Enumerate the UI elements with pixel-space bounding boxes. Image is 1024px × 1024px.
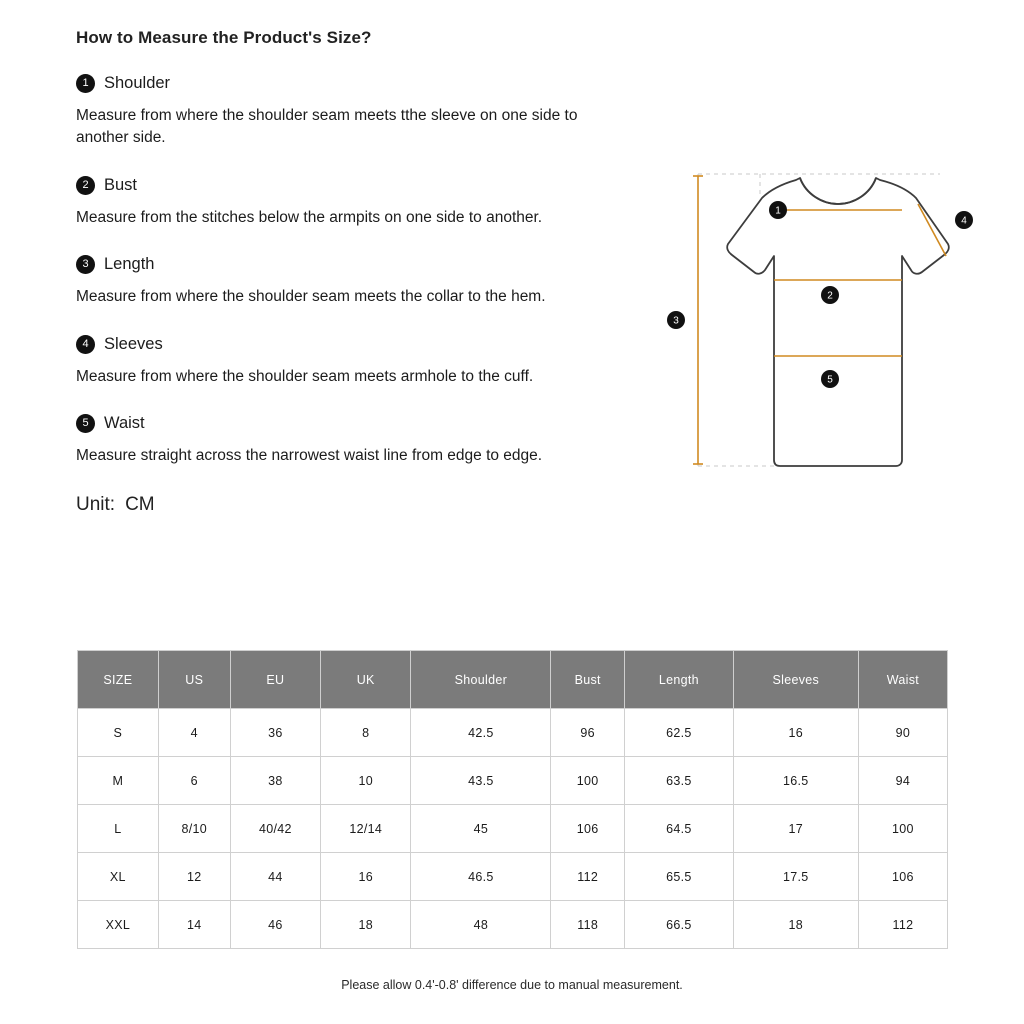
table-cell: 96 — [551, 709, 625, 757]
table-cell: 44 — [230, 853, 320, 901]
table-cell: 46 — [230, 901, 320, 949]
table-cell: 8 — [321, 709, 411, 757]
unit-value: CM — [125, 493, 155, 515]
table-row — [78, 757, 948, 805]
step-length-title: Length — [104, 255, 155, 274]
step-sleeves-header — [76, 335, 696, 354]
table-cell: 64.5 — [625, 805, 734, 853]
table-cell: 10 — [321, 757, 411, 805]
size-table-wrapper — [77, 650, 948, 949]
table-cell: L — [78, 805, 159, 853]
table-header-cell: UK — [321, 651, 411, 709]
table-cell: 43.5 — [411, 757, 551, 805]
step-number-badge-2: 2 — [76, 176, 95, 195]
table-cell: 40/42 — [230, 805, 320, 853]
table-header-row — [78, 651, 948, 709]
table-cell: M — [78, 757, 159, 805]
table-cell: 48 — [411, 901, 551, 949]
step-bust — [76, 176, 696, 229]
step-bust-body: Measure from the stitches below the armpits on one side to another. — [76, 208, 543, 226]
table-cell: XL — [78, 853, 159, 901]
table-cell: 100 — [858, 805, 947, 853]
table-cell: 112 — [858, 901, 947, 949]
step-bust-title: Bust — [104, 175, 138, 194]
step-bust-header — [76, 176, 696, 195]
table-cell: 106 — [551, 805, 625, 853]
step-sleeves — [76, 335, 696, 388]
step-number-badge-5: 5 — [76, 414, 95, 433]
table-cell: 100 — [551, 757, 625, 805]
step-sleeves-title: Sleeves — [104, 334, 163, 353]
table-cell: 38 — [230, 757, 320, 805]
table-cell: 118 — [551, 901, 625, 949]
table-row — [78, 709, 948, 757]
table-cell: 63.5 — [625, 757, 734, 805]
tshirt-measurement-diagram — [650, 160, 990, 490]
table-cell: 16 — [321, 853, 411, 901]
table-cell: 12/14 — [321, 805, 411, 853]
table-cell: 16.5 — [733, 757, 858, 805]
table-cell: XXL — [78, 901, 159, 949]
svg-text:2: 2 — [827, 290, 833, 302]
step-shoulder-header — [76, 74, 696, 93]
table-cell: 62.5 — [625, 709, 734, 757]
table-cell: 94 — [858, 757, 947, 805]
size-table-head — [78, 651, 948, 709]
table-cell: 46.5 — [411, 853, 551, 901]
table-cell: 45 — [411, 805, 551, 853]
table-row — [78, 805, 948, 853]
step-number-badge-4: 4 — [76, 335, 95, 354]
step-shoulder-title: Shoulder — [104, 74, 171, 92]
unit-label: Unit: — [76, 493, 116, 515]
page-title: How to Measure the Product's Size? — [76, 28, 372, 47]
table-row — [78, 901, 948, 949]
table-cell: 36 — [230, 709, 320, 757]
svg-text:1: 1 — [775, 205, 781, 217]
table-cell: 42.5 — [411, 709, 551, 757]
table-row — [78, 853, 948, 901]
step-number-badge-1: 1 — [76, 74, 95, 93]
step-waist — [76, 414, 696, 467]
step-waist-body: Measure straight across the narrowest waist line from edge to edge. — [76, 447, 543, 465]
unit-row — [76, 494, 696, 516]
table-header-cell: Bust — [551, 651, 625, 709]
table-cell: 4 — [158, 709, 230, 757]
step-waist-title: Waist — [104, 414, 145, 433]
table-cell: 17 — [733, 805, 858, 853]
step-sleeves-body: Measure from where the shoulder seam meets armhole to the cuff. — [76, 367, 534, 385]
table-cell: S — [78, 709, 159, 757]
step-length-header — [76, 255, 696, 274]
step-shoulder — [76, 74, 696, 150]
table-header-cell: Shoulder — [411, 651, 551, 709]
table-header-cell: EU — [230, 651, 320, 709]
table-header-cell: US — [158, 651, 230, 709]
svg-text:5: 5 — [827, 374, 833, 386]
table-cell: 14 — [158, 901, 230, 949]
table-header-cell: SIZE — [78, 651, 159, 709]
table-cell: 66.5 — [625, 901, 734, 949]
table-cell: 8/10 — [158, 805, 230, 853]
table-cell: 18 — [733, 901, 858, 949]
table-cell: 90 — [858, 709, 947, 757]
table-cell: 18 — [321, 901, 411, 949]
step-waist-header — [76, 414, 696, 433]
measurement-disclaimer: Please allow 0.4'-0.8' difference due to manual measurement. — [341, 978, 683, 992]
table-header-cell: Length — [625, 651, 734, 709]
table-header-cell: Sleeves — [733, 651, 858, 709]
table-cell: 65.5 — [625, 853, 734, 901]
table-cell: 112 — [551, 853, 625, 901]
step-number-badge-3: 3 — [76, 255, 95, 274]
table-cell: 17.5 — [733, 853, 858, 901]
instructions-column — [76, 28, 696, 516]
table-cell: 12 — [158, 853, 230, 901]
table-cell: 106 — [858, 853, 947, 901]
step-length — [76, 255, 696, 308]
size-table-body — [78, 709, 948, 949]
step-length-body: Measure from where the shoulder seam meets the collar to the hem. — [76, 288, 546, 306]
svg-text:4: 4 — [961, 215, 967, 227]
table-cell: 6 — [158, 757, 230, 805]
svg-text:3: 3 — [673, 315, 679, 327]
step-shoulder-body: Measure from where the shoulder seam meets tthe sleeve on one side to another side. — [76, 107, 578, 147]
table-cell: 16 — [733, 709, 858, 757]
table-header-cell: Waist — [858, 651, 947, 709]
size-chart-table — [77, 650, 948, 949]
